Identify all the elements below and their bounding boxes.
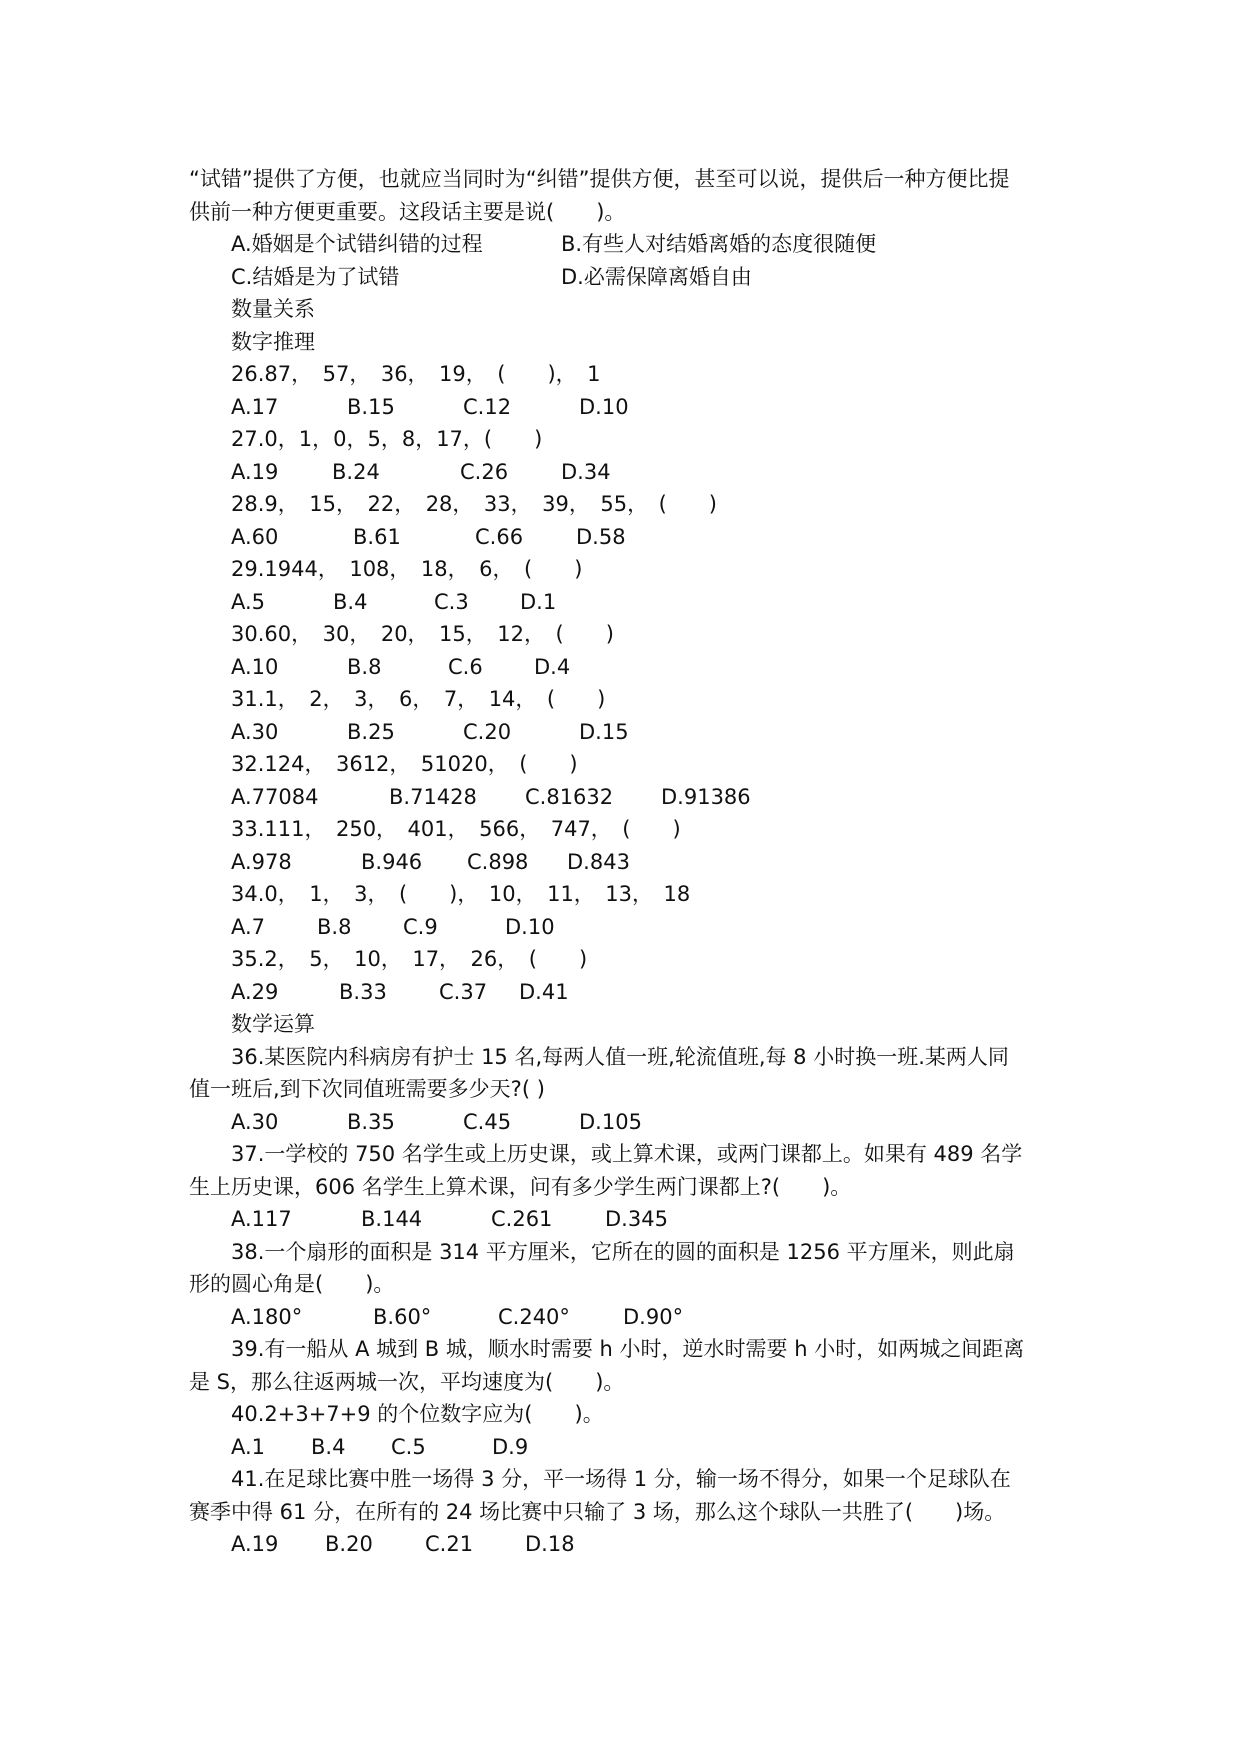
- text-line: 形的圆心角是( )。: [189, 1272, 395, 1296]
- answer-option: C.9: [403, 914, 438, 939]
- answer-option: D.10: [579, 394, 629, 419]
- answer-option: A.婚姻是个试错纠错的过程: [231, 232, 483, 256]
- text-line: 33.111， 250， 401， 566， 747， ( ): [231, 817, 681, 841]
- answer-option: D.18: [525, 1532, 575, 1556]
- text-line: 生上历史课，606 名学生上算术课，问有多少学生两门课都上?( )。: [189, 1174, 852, 1199]
- answer-option: D.58: [576, 524, 626, 549]
- answer-options-row: [189, 391, 1049, 424]
- answer-option: A.17: [231, 394, 279, 419]
- answer-options-row: [189, 228, 1049, 261]
- answer-option: C.81632: [525, 784, 614, 809]
- answer-option: A.77084: [231, 784, 319, 809]
- text-line: 数字推理: [231, 329, 315, 354]
- answer-option: B.4: [333, 589, 368, 614]
- answer-option: D.105: [579, 1109, 642, 1134]
- answer-option: D.15: [579, 719, 629, 744]
- text-line: 数学运算: [231, 1012, 315, 1036]
- answer-option: B.33: [339, 979, 387, 1004]
- answer-option: C.37: [439, 979, 488, 1004]
- text-line: 值一班后,到下次同值班需要多少天?( ): [189, 1077, 545, 1101]
- answer-option: A.7: [231, 914, 266, 939]
- answer-option: D.9: [492, 1434, 529, 1459]
- answer-option: B.60°: [373, 1304, 432, 1329]
- answer-options-row: [189, 586, 1049, 619]
- answer-option: B.25: [347, 719, 395, 744]
- text-line: 数量关系: [231, 297, 315, 321]
- text-line: “试错”提供了方便，也就应当同时为“纠错”提供方便，甚至可以说，提供后一种方便比提: [189, 167, 1010, 191]
- text-line: 32.124， 3612， 51020， ( ): [231, 752, 578, 776]
- answer-options-row: [189, 1301, 1049, 1334]
- answer-option: D.41: [519, 979, 569, 1004]
- text-line: 29.1944， 108， 18， 6， ( ): [231, 557, 583, 581]
- text-line: 39.有一船从 A 城到 B 城，顺水时需要 h 小时，逆水时需要 h 小时，如两城之间距离: [231, 1337, 1025, 1361]
- answer-options-row: [189, 781, 1049, 814]
- answer-option: B.8: [317, 914, 352, 939]
- answer-options-row: [189, 716, 1049, 749]
- answer-option: C.12: [463, 394, 512, 419]
- text-line: 30.60， 30， 20， 15， 12， ( ): [231, 622, 614, 646]
- answer-option: B.8: [347, 654, 382, 679]
- answer-option: A.117: [231, 1207, 292, 1231]
- answer-option: A.180°: [231, 1304, 303, 1329]
- answer-option: B.20: [325, 1532, 373, 1556]
- answer-option: A.60: [231, 524, 279, 549]
- answer-option: D.90°: [623, 1304, 684, 1329]
- answer-options-row: [189, 1528, 1049, 1561]
- answer-options-row: [189, 651, 1049, 684]
- answer-options-row: [189, 456, 1049, 489]
- answer-option: C.结婚是为了试错: [231, 264, 400, 289]
- answer-option: B.946: [361, 849, 423, 874]
- answer-option: D.必需保障离婚自由: [561, 264, 752, 289]
- answer-option: C.6: [448, 654, 483, 679]
- text-line: 36.某医院内科病房有护士 15 名,每两人值一班,轮流值班,每 8 小时换一班.某两人同: [231, 1044, 1009, 1069]
- answer-options-row: [189, 976, 1049, 1009]
- answer-option: D.345: [605, 1207, 668, 1231]
- text-line: 28.9， 15， 22， 28， 33， 39， 55， ( ): [231, 492, 717, 516]
- answer-option: C.66: [475, 524, 524, 549]
- answer-option: A.10: [231, 654, 279, 679]
- text-line: 供前一种方便更重要。这段话主要是说( )。: [189, 199, 626, 224]
- text-line: 40.2+3+7+9 的个位数字应为( )。: [231, 1402, 604, 1426]
- text-line: 37.一学校的 750 名学生或上历史课，或上算术课，或两门课都上。如果有 489 名学: [231, 1142, 1023, 1166]
- text-line: 27.0，1，0，5，8，17，( ): [231, 427, 543, 451]
- answer-option: C.898: [467, 849, 529, 874]
- answer-option: B.有些人对结婚离婚的态度很随便: [561, 232, 877, 256]
- answer-option: D.91386: [661, 784, 751, 809]
- answer-option: B.144: [361, 1207, 423, 1231]
- answer-options-row: [189, 911, 1049, 944]
- answer-options-row: [189, 1106, 1049, 1139]
- text-line: 35.2， 5， 10， 17， 26， ( ): [231, 947, 588, 971]
- answer-option: B.61: [353, 524, 401, 549]
- answer-option: A.978: [231, 849, 292, 874]
- answer-option: C.3: [434, 589, 469, 614]
- answer-option: D.1: [520, 589, 557, 614]
- answer-option: C.26: [460, 459, 509, 484]
- answer-options-row: [189, 521, 1049, 554]
- text-line: 26.87， 57， 36， 19， ( )， 1: [231, 362, 601, 386]
- answer-option: C.45: [463, 1109, 512, 1134]
- answer-option: B.4: [311, 1434, 346, 1459]
- answer-option: B.15: [347, 394, 395, 419]
- document-body: [189, 163, 1049, 1561]
- answer-option: A.19: [231, 1532, 279, 1556]
- answer-option: C.261: [491, 1207, 553, 1231]
- answer-options-row: [189, 846, 1049, 879]
- text-line: 41.在足球比赛中胜一场得 3 分，平一场得 1 分，输一场不得分，如果一个足球队在: [231, 1467, 1011, 1491]
- answer-option: D.4: [534, 654, 571, 679]
- answer-option: D.34: [561, 459, 611, 484]
- answer-option: C.20: [463, 719, 512, 744]
- answer-option: C.240°: [498, 1304, 570, 1329]
- text-line: 是 S，那么往返两城一次，平均速度为( )。: [189, 1369, 625, 1394]
- answer-option: B.35: [347, 1109, 395, 1134]
- answer-option: A.30: [231, 719, 279, 744]
- answer-option: A.19: [231, 459, 279, 484]
- answer-options-row: [189, 261, 1049, 294]
- answer-option: A.1: [231, 1434, 266, 1459]
- answer-options-row: [189, 1431, 1049, 1464]
- text-line: 赛季中得 61 分，在所有的 24 场比赛中只输了 3 场，那么这个球队一共胜了( )场。: [189, 1499, 1006, 1524]
- answer-option: D.10: [505, 914, 555, 939]
- answer-option: A.30: [231, 1109, 279, 1134]
- text-line: 38.一个扇形的面积是 314 平方厘米，它所在的圆的面积是 1256 平方厘米，则此扇: [231, 1239, 1015, 1264]
- text-line: 34.0， 1， 3， ( )， 10， 11， 13， 18: [231, 882, 691, 906]
- answer-option: B.71428: [389, 784, 477, 809]
- answer-option: D.843: [567, 849, 630, 874]
- text-line: 31.1， 2， 3， 6， 7， 14， ( ): [231, 687, 606, 711]
- answer-option: C.5: [391, 1434, 426, 1459]
- answer-option: A.29: [231, 979, 279, 1004]
- answer-option: C.21: [425, 1532, 474, 1556]
- answer-option: B.24: [332, 459, 380, 484]
- answer-option: A.5: [231, 589, 266, 614]
- answer-options-row: [189, 1203, 1049, 1236]
